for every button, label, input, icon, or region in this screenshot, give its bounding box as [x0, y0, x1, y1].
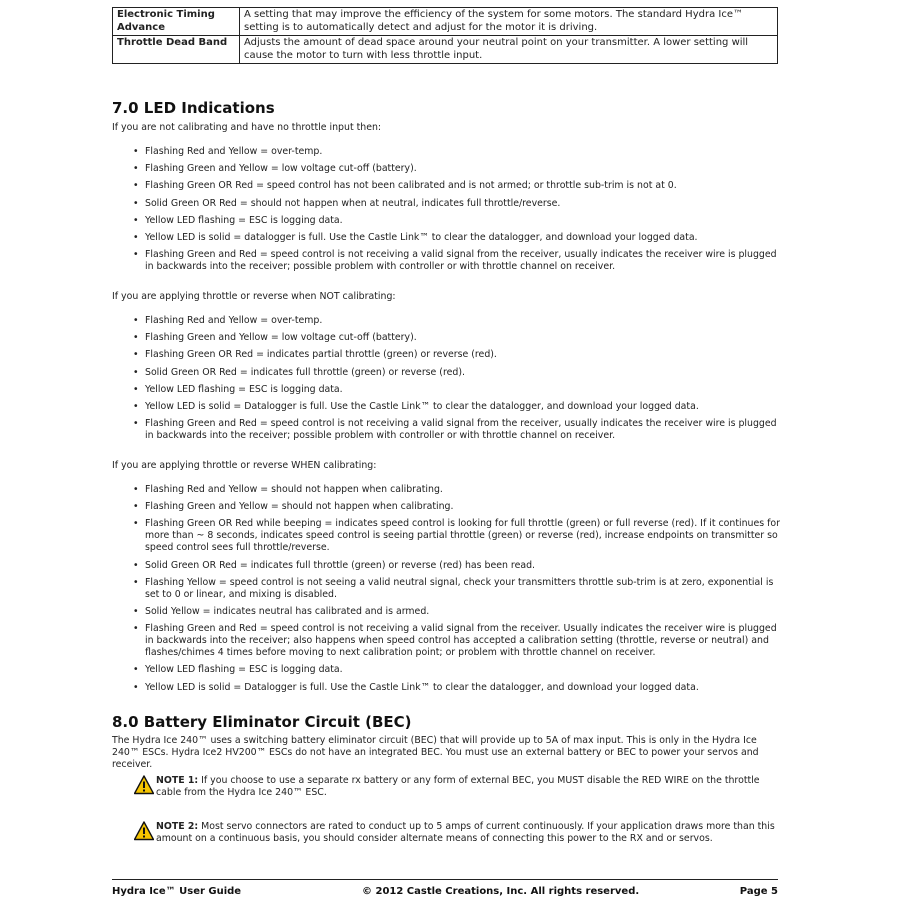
list-item: • Flashing Yellow = speed control is not seeing a valid neutral signal, check your transmitters throttle sub-trim is at zero, exponential is set to 0 or linear, and mixing is disabled. — [112, 577, 780, 601]
list-item: • Solid Green OR Red = indicates full throttle (green) or reverse (red) has been read. — [112, 560, 780, 572]
list-item: • Solid Green OR Red = should not happen when at neutral, indicates full throttle/reverse. — [112, 198, 780, 210]
footer-guide-title: Hydra Ice™ User Guide — [112, 886, 242, 897]
list-item: • Flashing Green and Yellow = should not happen when calibrating. — [112, 501, 780, 513]
list-item: • Yellow LED is solid = datalogger is full. Use the Castle Link™ to clear the datalogger, and download your logged data. — [112, 232, 780, 244]
section-heading-led: 7.0 LED Indications — [112, 99, 275, 117]
note-2 — [134, 821, 780, 845]
intro-throttle-calibrating: If you are applying throttle or reverse WHEN calibrating: — [112, 460, 377, 471]
led-list-throttle-not-calibrating — [112, 315, 780, 447]
note-label: NOTE 1: — [156, 775, 199, 786]
setting-term: Electronic Timing Advance — [113, 8, 240, 36]
footer-page-number: Page 5 — [739, 886, 778, 897]
intro-not-calibrating: If you are not calibrating and have no throttle input then: — [112, 122, 382, 133]
list-item: • Flashing Red and Yellow = over-temp. — [112, 315, 780, 327]
list-item: • Yellow LED is solid = Datalogger is full. Use the Castle Link™ to clear the datalogger, and download your logged data. — [112, 682, 780, 694]
list-item: • Flashing Red and Yellow = over-temp. — [112, 146, 780, 158]
section-heading-bec: 8.0 Battery Eliminator Circuit (BEC) — [112, 713, 412, 731]
footer-divider — [112, 879, 778, 880]
warning-icon — [134, 775, 154, 795]
note-1 — [134, 775, 780, 799]
list-item: • Yellow LED flashing = ESC is logging data. — [112, 384, 780, 396]
list-item: • Flashing Green and Yellow = low voltage cut-off (battery). — [112, 163, 780, 175]
table-row — [113, 36, 778, 64]
setting-description: A setting that may improve the efficiency of the system for some motors. The standard Hydra Ice™ setting is to automatically detect and adjust for the motor it is driving. — [240, 8, 778, 36]
note-text: If you choose to use a separate rx battery or any form of external BEC, you MUST disable the RED WIRE on the throttle cable from the Hydra Ice 240™ ESC. — [156, 775, 760, 798]
setting-description: Adjusts the amount of dead space around your neutral point on your transmitter. A lower setting will cause the motor to turn with less throttle input. — [240, 36, 778, 64]
list-item: • Solid Yellow = indicates neutral has calibrated and is armed. — [112, 606, 780, 618]
led-list-not-calibrating — [112, 146, 780, 278]
note-label: NOTE 2: — [156, 821, 199, 832]
list-item: • Flashing Red and Yellow = should not happen when calibrating. — [112, 484, 780, 496]
list-item: • Flashing Green OR Red while beeping = indicates speed control is looking for full throttle (green) or full reverse (red). If it continues for more than ~ 8 seconds, indicates speed control is seeing partial throttle (green) or reverse (red), increase endpoints on transmitter so speed control sees full throttle/reverse. — [112, 518, 780, 554]
list-item: • Flashing Green OR Red = indicates partial throttle (green) or reverse (red). — [112, 349, 780, 361]
footer-copyright: © 2012 Castle Creations, Inc. All rights reserved. — [362, 886, 640, 897]
bec-paragraph: The Hydra Ice 240™ uses a switching battery eliminator circuit (BEC) that will provide up to 5A of max input. This is only in the Hydra Ice 240™ ESCs. Hydra Ice2 HV200™ ESCs do not have an integrated BEC. You must use an external battery or BEC to power your servos and receiver. — [112, 735, 759, 770]
list-item: • Flashing Green and Red = speed control is not receiving a valid signal from the receiver, usually indicates the receiver wire is plugged in backwards into the receiver; possible problem with controller or with throttle channel on receiver. — [112, 249, 780, 273]
list-item: • Flashing Green and Red = speed control is not receiving a valid signal from the receiver, usually indicates the receiver wire is plugged in backwards into the receiver; possible problem with controller or with throttle channel on receiver. — [112, 418, 780, 442]
list-item: • Solid Green OR Red = indicates full throttle (green) or reverse (red). — [112, 367, 780, 379]
list-item: • Yellow LED is solid = Datalogger is full. Use the Castle Link™ to clear the datalogger, and download your logged data. — [112, 401, 780, 413]
note-text: Most servo connectors are rated to conduct up to 5 amps of current continuously. If your application draws more than this amount on a continuous basis, you should consider alternate means of connecting this power to the RX and or servos. — [156, 821, 775, 844]
table-row — [113, 8, 778, 36]
list-item: • Flashing Green OR Red = speed control has not been calibrated and is not armed; or throttle sub-trim is not at 0. — [112, 180, 780, 192]
list-item: • Yellow LED flashing = ESC is logging data. — [112, 664, 780, 676]
warning-icon — [134, 821, 154, 841]
list-item: • Flashing Green and Yellow = low voltage cut-off (battery). — [112, 332, 780, 344]
setting-term: Throttle Dead Band — [113, 36, 240, 64]
settings-table — [112, 7, 778, 64]
list-item: • Yellow LED flashing = ESC is logging data. — [112, 215, 780, 227]
list-item: • Flashing Green and Red = speed control is not receiving a valid signal from the receiver. Usually indicates the receiver wire is plugged in backwards into the receiver; also happens when speed control has accepted a calibration setting (throttle, reverse or neutral) and flashes/chimes 4 times before moving to next calibration point; or problem with throttle channel on receiver. — [112, 623, 780, 659]
intro-throttle-not-calibrating: If you are applying throttle or reverse when NOT calibrating: — [112, 291, 396, 302]
led-list-throttle-calibrating — [112, 484, 780, 699]
